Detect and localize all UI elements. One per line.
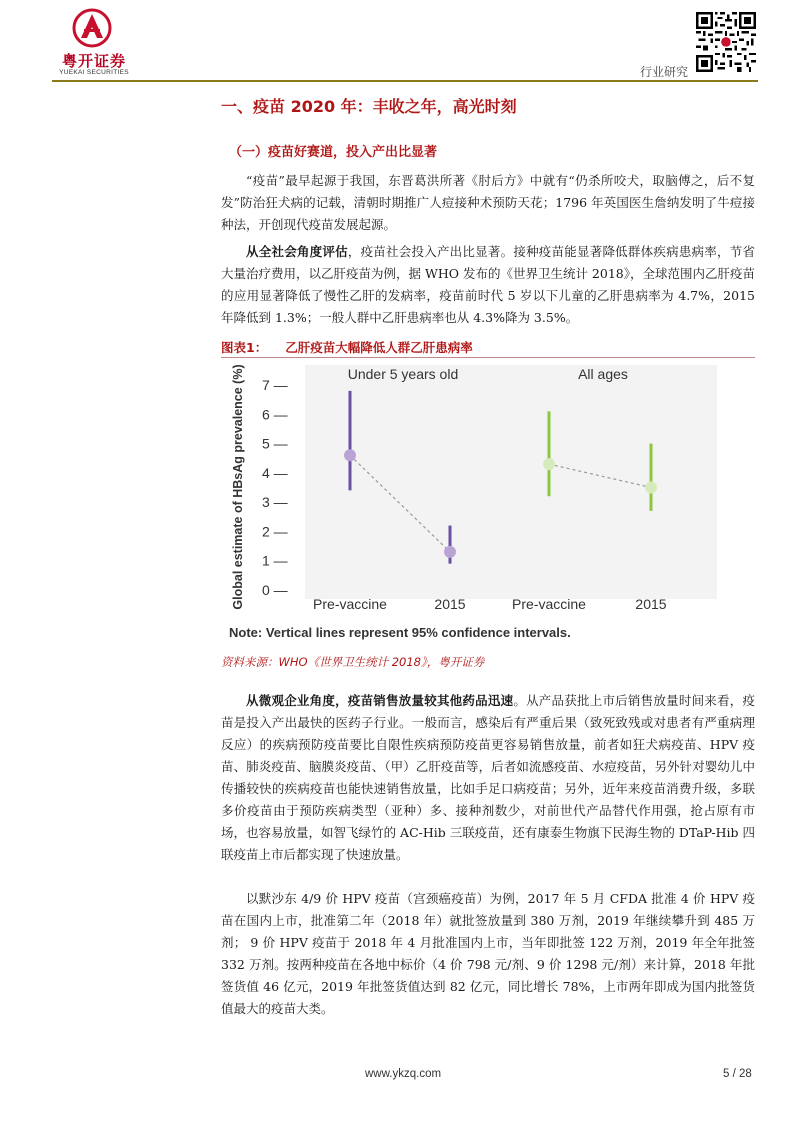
chart-panel [305, 365, 517, 612]
data-point [543, 458, 555, 470]
chart-note: Note: Vertical lines represent 95% confidence intervals. [229, 625, 571, 640]
hbsag-prevalence-chart [221, 360, 755, 650]
data-point [344, 449, 356, 461]
paragraph-lead-company: 从微观企业角度，疫苗销售放量较其他药品迅速 [246, 693, 514, 708]
paragraph-hpv-example: 以默沙东 4/9 价 HPV 疫苗（宫颈癌疫苗）为例，2017 年 5 月 CFDA 批准 4 价 HPV 疫苗在国内上市，批准第二年（2018 年）就批签放量到 380 万剂，2019 年继续攀升到 485 万剂； 9 价 HPV 疫苗于 2018 年 4 月批准国内上市，当年即批签 122 万剂，2019 年全年批签 332 万剂。按两种疫苗在各地中标价（4 价 798 元/剂、9 价 1298 元/剂）来计算，2018 年批签货值 46 亿元，2019 年批签货值达到 82 亿元，同比增长 78%，上市两年即成为国内批签货值最大的疫苗大类。 [221, 891, 755, 1016]
x-tick-label: Pre-vaccine [313, 596, 387, 612]
y-tick-label: 5 — [262, 435, 288, 452]
figure-caption: 乙肝疫苗大幅降低人群乙肝患病率 [285, 340, 473, 355]
figure-source: 资料来源：WHO《世界卫生统计 2018》，粤开证券 [221, 655, 485, 669]
y-tick-label: 7 — [262, 377, 288, 393]
y-tick-label: 2 — [262, 523, 288, 540]
paragraph-body-social: ，疫苗社会投入产出比显著。接种疫苗能显著降低群体疾病患病率，节省大量治疗费用，以乙肝疫苗为例，据 WHO 发布的《世界卫生统计 2018》，全球范围内乙肝疫苗的应用显著降低了慢性乙肝的发病率，疫苗前时代 5 岁以下儿童的乙肝患病率为 4.7%，2015 年降低到 1.3%；一般人群中乙肝患病率也从 4.3%降为 3.5%。 [221, 244, 755, 325]
report-category: 行业研究 [640, 65, 689, 79]
page-number: 5 / 28 [723, 1068, 752, 1080]
panel-title: All ages [578, 366, 628, 382]
logo-emblem-icon [72, 8, 112, 48]
page-header [0, 0, 793, 90]
figure-title [221, 338, 755, 356]
y-tick-label: 3 — [262, 494, 288, 511]
figure-label: 图表1： [221, 340, 268, 355]
qr-code-icon [696, 12, 756, 72]
x-tick-label: Pre-vaccine [512, 596, 586, 612]
data-point [444, 546, 456, 558]
logo-chinese-name: 粤开证券 [61, 52, 126, 70]
y-tick-label: 0 — [262, 582, 288, 598]
panel-background [505, 365, 717, 599]
chart-panel [505, 365, 717, 612]
footer-website-link[interactable]: www.ykzq.com [365, 1068, 442, 1080]
paragraph-social-perspective [221, 241, 755, 329]
figure-divider [221, 357, 755, 358]
logo-english-name: YUEKAI SECURITIES [59, 69, 129, 76]
y-tick-label: 4 — [262, 464, 288, 481]
panel-background [305, 365, 517, 599]
paragraph-body-company: 。从产品获批上市后销售放量时间来看，疫苗是投入产出最快的医药子行业。一般而言，感染后有严重后果（致死致残或对患者有严重病理反应）的疾病预防疫苗要比自限性疾病预防疫苗更容易销售放量，前者如狂犬病疫苗、HPV 疫苗、肺炎疫苗、脑膜炎疫苗、（甲）乙肝疫苗等，后者如流感疫苗、水痘疫苗，另外针对婴幼儿中传播较快的疾病疫苗也能快速销售放量，比如手足口病疫苗；另外，近年来疫苗消费升级，多联多价疫苗由于预防疾病类型（亚种）多、接种剂数少，对前世代产品替代作用强，抢占原有市场，也容易放量，如智飞绿竹的 AC-Hib 三联疫苗，还有康泰生物旗下民海生物的 DTaP-Hib 四联疫苗上市后都实现了快速放量。 [221, 693, 755, 862]
paragraph-vaccine-origin: “疫苗”最早起源于我国，东晋葛洪所著《肘后方》中就有“仍杀所咬犬，取脑傅之，后不复发”防治狂犬病的记载，清朝时期推广人痘接种术预防天花；1796 年英国医生詹纳发明了牛痘接种法，开创现代疫苗发展起源。 [221, 173, 755, 232]
company-logo [52, 8, 136, 78]
y-tick-label: 1 — [262, 552, 288, 569]
section-heading: 一、疫苗 2020 年：丰收之年，高光时刻 [221, 97, 517, 116]
paragraph-lead-social: 从全社会角度评估 [246, 244, 348, 259]
x-tick-label: 2015 [635, 596, 667, 612]
subsection-heading: （一）疫苗好赛道，投入产出比显著 [229, 145, 438, 160]
x-tick-label: 2015 [434, 596, 466, 612]
y-tick-label: 6 — [262, 406, 288, 423]
panel-title: Under 5 years old [347, 366, 459, 382]
chart-y-axis-label: Global estimate of HBsAg prevalence (%) [231, 364, 245, 610]
header-divider [52, 80, 758, 82]
paragraph-company-perspective [221, 690, 755, 866]
data-point [645, 482, 657, 494]
